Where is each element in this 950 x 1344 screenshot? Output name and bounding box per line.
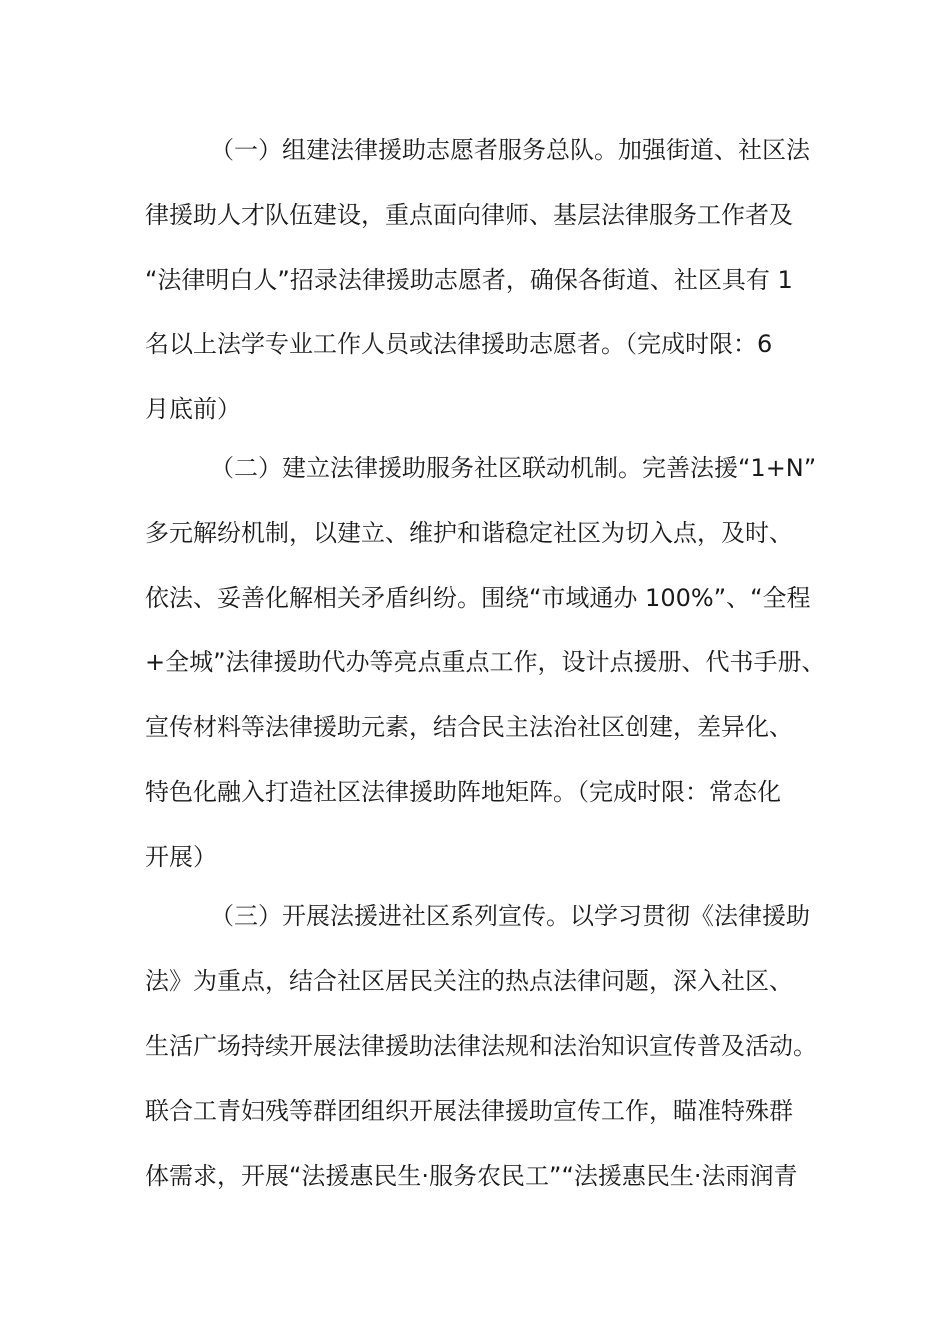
paragraph-line: “法律明白人”招录法律援助志愿者，确保各街道、社区具有 1 bbox=[145, 266, 793, 294]
paragraph-line: 特色化融入打造社区法律援助阵地矩阵。（完成时限：常态化 bbox=[145, 778, 781, 806]
paragraph-line: +全城”法律援助代办等亮点重点工作，设计点援册、代书手册、 bbox=[145, 648, 826, 676]
paragraph-line: 月底前） bbox=[145, 395, 241, 423]
paragraph-line: 联合工青妇残等群团组织开展法律援助宣传工作，瞄准特殊群 bbox=[145, 1097, 793, 1125]
paragraph-line: 体需求，开展“法援惠民生·服务农民工”“法援惠民生·法雨润青 bbox=[145, 1162, 798, 1190]
paragraph-line: 多元解纷机制，以建立、维护和谐稳定社区为切入点，及时、 bbox=[145, 519, 793, 547]
paragraph-line: 开展） bbox=[145, 843, 217, 871]
paragraph-line: 律援助人才队伍建设，重点面向律师、基层法律服务工作者及 bbox=[145, 201, 793, 229]
paragraph-line: 生活广场持续开展法律援助法律法规和法治知识宣传普及活动。 bbox=[145, 1032, 817, 1060]
paragraph-2-heading-line: （二）建立法律援助服务社区联动机制。完善法援“1+N” bbox=[210, 454, 817, 482]
paragraph-3-heading-line: （三）开展法援进社区系列宣传。以学习贯彻《法律援助 bbox=[210, 902, 810, 930]
paragraph-line: 宣传材料等法律援助元素，结合民主法治社区创建，差异化、 bbox=[145, 713, 793, 741]
paragraph-1-heading-line: （一）组建法律援助志愿者服务总队。加强街道、社区法 bbox=[210, 136, 810, 164]
paragraph-line: 名以上法学专业工作人员或法律援助志愿者。（完成时限：6 bbox=[145, 330, 773, 358]
paragraph-line: 依法、妥善化解相关矛盾纠纷。围绕“市域通办 100%”、“全程 bbox=[145, 584, 811, 612]
paragraph-line: 法》为重点，结合社区居民关注的热点法律问题，深入社区、 bbox=[145, 967, 793, 995]
